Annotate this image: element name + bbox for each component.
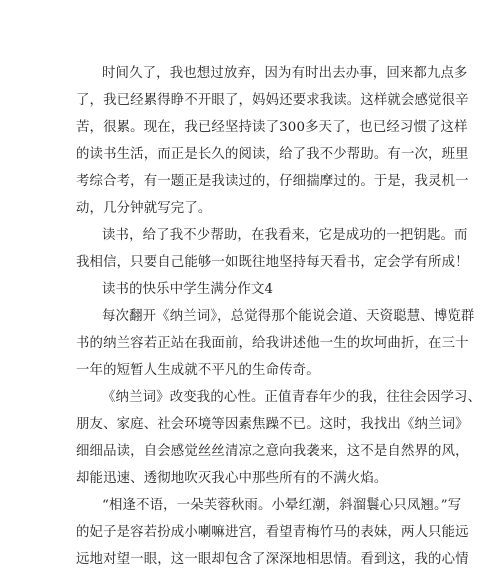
text-line-1: 时间久了，我也想过放弃，因为有时出去办事，回来都九点多 [102,66,468,81]
text-line-8: 我相信，只要自己能够一如既往地坚持每天看书，定会学有所成！ [76,255,469,270]
text-line-6: 动，几分钟就写完了。 [76,201,212,216]
text-line-2: 了，我已经累得睁不开眼了，妈妈还要求我读。这样就会感觉很辛 [76,93,469,108]
text-line-18: 的妃子是容若扮成小喇嘛进宫，看望青梅竹马的表妹，两人只能远 [76,525,469,540]
text-line-12: 一年的短暂人生成就不平凡的生命传奇。 [76,363,320,378]
text-line-7: 读书，给了我不少帮助，在我看来，它是成功的一把钥匙。而 [102,228,468,243]
text-line-14: 朋友、家庭、社会环境等因素焦躁不已。这时，我找出《纳兰词》 [76,417,469,432]
text-line-4: 的读书生活，而正是长久的阅读，给了我不少帮助。有一次，班里 [76,147,469,162]
text-line-13: 《纳兰词》改变我的心性。正值青春年少的我，往往会因学习、 [102,390,482,405]
text-line-15: 细细品读，自会感觉丝丝清凉之意向我袭来，这不是自然界的风， [76,444,469,459]
text-line-5: 考综合考，有一题正是我读过的，仔细揣摩过的。于是，我灵机一 [76,174,469,189]
text-line-3: 苦，很累。现在，我已经坚持读了300多天了，也已经习惯了这样 [76,120,468,135]
text-line-16: 却能迅速、透彻地吹灭我心中那些所有的不满火焰。 [76,471,388,486]
text-line-19: 远地对望一眼，这一眼却包含了深深地相思情。看到这，我的心情 [76,552,469,567]
text-line-10: 每次翻开《纳兰词》，总觉得那个能说会道、天资聪慧、博览群 [102,309,475,324]
section-heading: 读书的快乐中学生满分作文4 [102,282,274,297]
text-line-11: 书的纳兰容若正站在我面前，给我讲述他一生的坎坷曲折，在三十 [76,336,469,351]
text-line-17: “相逢不语，一朵芙蓉秋雨。小晕红潮，斜溜鬟心只凤翘。”写 [102,498,462,513]
